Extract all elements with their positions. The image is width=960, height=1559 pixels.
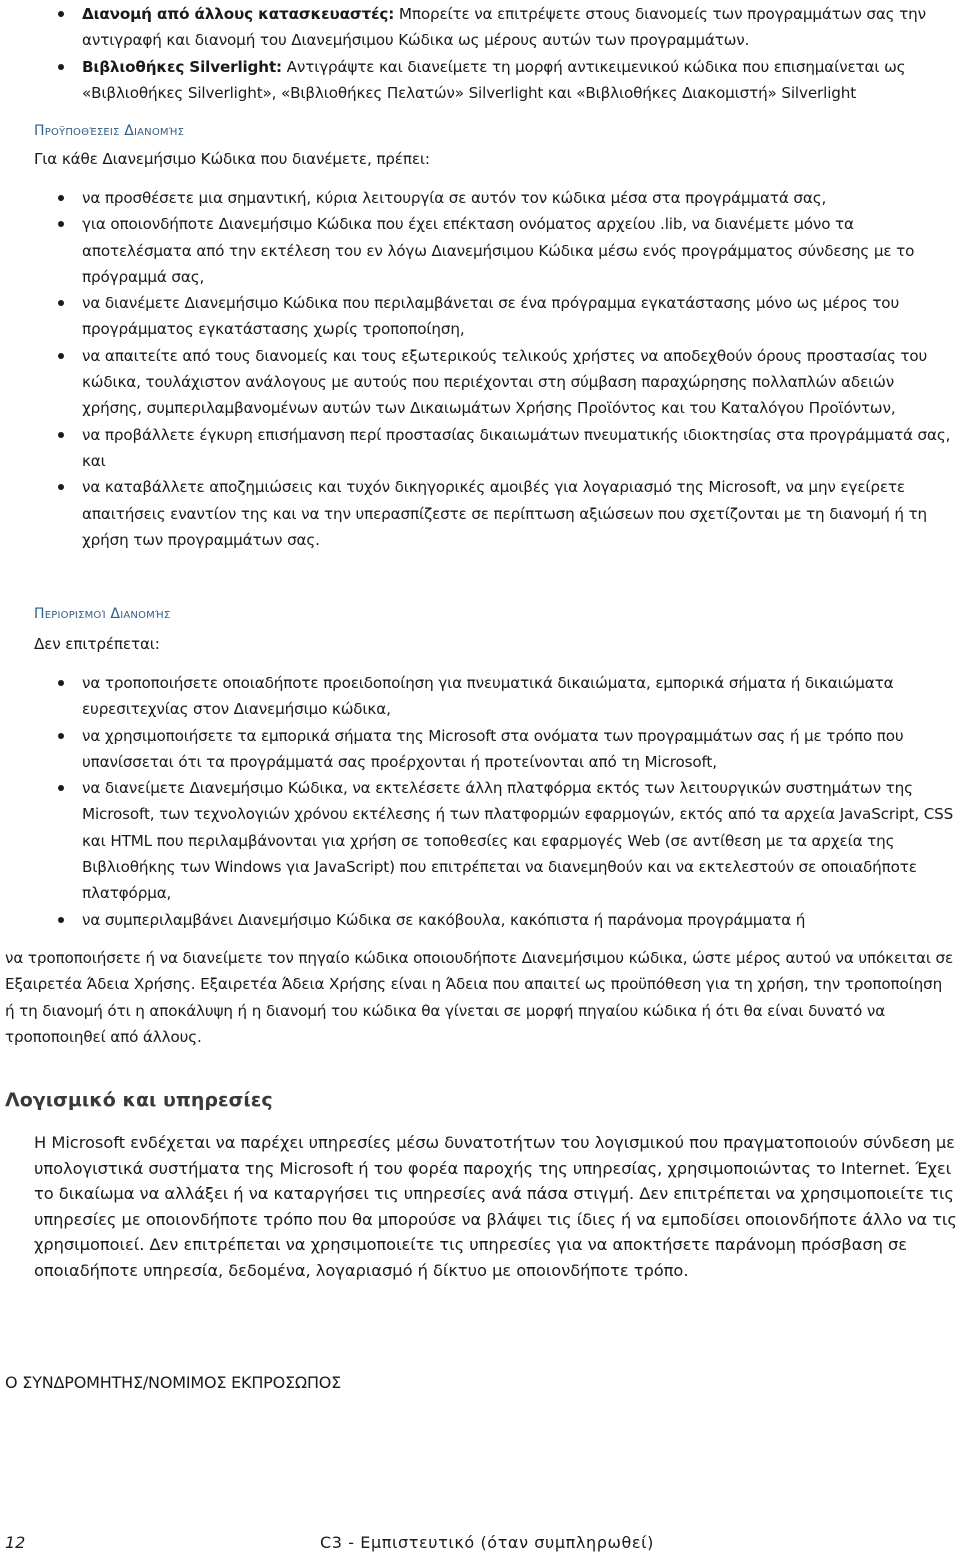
requirements-intro: Για κάθε Διανεμήσιμο Κώδικα που διανέμετε, πρέπει: (34, 150, 430, 168)
list-item: να καταβάλλετε αποζημιώσεις και τυχόν δικηγορικές αμοιβές για λογαριασμό της Microsoft, να μην εγείρετε απαιτήσεις εναντίον της και να την υπερασπίζεστε σε περίπτωση αξιώσεων που σχετίζονται με τη διανομή ή τη χρήση των προγραμμάτων σας. (82, 474, 954, 553)
list-item: να προσθέσετε μια σημαντική, κύρια λειτουργία σε αυτόν τον κώδικα μέσα στα προγράμματά σας, (82, 185, 954, 211)
list-item: να διανείμετε Διανεμήσιμο Κώδικα, να εκτελέσετε άλλη πλατφόρμα εκτός των λειτουργικών συστημάτων της Microsoft, των τεχνολογιών χρόνου εκτέλεσης ή των πλατφορμών εφαρμογών, εκτός από τα αρχεία JavaScript, CSS και HTML που περιλαμβάνονται για χρήση σε τοποθεσίες και εφαρμογές Web (σε αντίθεση με τα αρχεία της Βιβλιοθήκης των Windows για JavaScript) που επιτρέπεται να διανεμηθούν και να εκτελεστούν σε οποιαδήποτε πλατφόρμα, (82, 775, 960, 906)
bullet-text: Μπορείτε να επιτρέψετε στους διανομείς των προγραμμάτων σας την αντιγραφή και διανομή του Διανεμήσιμου Κώδικα ως μέρους αυτών των προγραμμάτων. (82, 5, 926, 50)
list-item: να χρησιμοποιήσετε τα εμπορικά σήματα της Microsoft στα ονόματα των προγραμμάτων σας ή με τρόπο που υπανίσσεται ότι τα προγράμματά σας προέρχονται ή προτείνονται από τη Microsoft, (82, 723, 960, 776)
bullet-text: Αντιγράψτε και διανείμετε τη μορφή αντικειμενικού κώδικα που επισημαίνεται ως «Βιβλιοθήκες Silverlight», «Βιβλιοθήκες Πελατών» Silverlight και «Βιβλιοθήκες Διακομιστή» Silverlight (82, 57, 906, 102)
list-item: να διανέμετε Διανεμήσιμο Κώδικα που περιλαμβάνεται σε ένα πρόγραμμα εγκατάστασης μόνο ως μέρος του προγράμματος εγκατάστασης χωρίς τροποποίηση, (82, 290, 954, 343)
page-number: 12 (5, 1533, 26, 1552)
footer-confidential: C3 - Εμπιστευτικό (όταν συμπληρωθεί) (320, 1533, 654, 1552)
distribution-rights-list (0, 1, 956, 106)
services-title: Λογισμικό και υπηρεσίες (5, 1089, 273, 1111)
list-item (82, 54, 956, 107)
bullet-term: Διανομή από άλλους κατασκευαστές: (82, 5, 395, 23)
list-item: να συμπεριλαμβάνει Διανεμήσιμο Κώδικα σε κακόβουλα, κακόπιστα ή παράνομα προγράμματα ή (82, 907, 960, 933)
bullet-term: Βιβλιοθήκες Silverlight: (82, 57, 282, 76)
requirements-list (0, 185, 954, 553)
requirements-heading: Προϋποθέσεις Διανομής (34, 123, 185, 139)
services-body: Η Microsoft ενδέχεται να παρέχει υπηρεσίες μέσω δυνατοτήτων του λογισμικού που πραγματοποιούν σύνδεση με υπολογιστικά συστήματα της Microsoft ή του φορέα παροχής της υπηρεσίας, χρησιμοποιώντας το Internet. Έχει το δικαίωμα να αλλάξει ή να καταργήσει τις υπηρεσίες ανά πάσα στιγμή. Δεν επιτρέπεται να χρησιμοποιείτε τις υπηρεσίες με οποιονδήποτε τρόπο που θα μπορούσε να βλάψει τις ίδιες ή να εμποδίσει οποιονδήποτε άλλο να τις χρησιμοποιεί. Δεν επιτρέπεται να χρησιμοποιείτε τις υπηρεσίες για να αποκτήσετε παράνομη πρόσβαση σε οποιαδήποτε υπηρεσία, δεδομένα, λογαριασμό ή δίκτυο με οποιονδήποτε τρόπο. (34, 1133, 957, 1280)
signatory-label: Ο ΣΥΝΔΡΟΜΗΤΗΣ/ΝΟΜΙΜΟΣ ΕΚΠΡΟΣΩΠΟΣ (5, 1373, 342, 1392)
limitations-list (0, 670, 960, 933)
list-item (82, 1, 956, 54)
limitations-continuation: να τροποποιήσετε ή να διανείμετε τον πηγαίο κώδικα οποιουδήποτε Διανεμήσιμου κώδικα, ώστε μέρος αυτού να υπόκειται σε Εξαιρετέα Άδεια Χρήσης. Εξαιρετέα Άδεια Χρήσης είναι η Άδεια που απαιτεί ως προϋπόθεση για τη χρήση, την τροποποίηση ή τη διανομή ότι η αποκάλυψη ή η διανομή του κώδικα θα γίνεται σε μορφή πηγαίου κώδικα ή ότι θα είναι δυνατό να τροποποιηθεί από άλλους. (5, 949, 954, 1046)
list-item: να απαιτείτε από τους διανομείς και τους εξωτερικούς τελικούς χρήστες να αποδεχθούν όρους προστασίας του κώδικα, τουλάχιστον ανάλογους με αυτούς που περιέχονται στη σύμβαση παραχώρησης πολλαπλών αδειών χρήσης, συμπεριλαμβανομένων αυτών των Δικαιωμάτων Χρήσης Προϊόντος και του Καταλόγου Προϊόντων, (82, 343, 954, 422)
limitations-intro: Δεν επιτρέπεται: (34, 635, 160, 653)
list-item: να τροποποιήσετε οποιαδήποτε προειδοποίηση για πνευματικά δικαιώματα, εμπορικά σήματα ή δικαιώματα ευρεσιτεχνίας στον Διανεμήσιμο κώδικα, (82, 670, 960, 723)
limitations-heading: Περιορισμοί Διανομής (34, 606, 171, 622)
list-item: να προβάλλετε έγκυρη επισήμανση περί προστασίας δικαιωμάτων πνευματικής ιδιοκτησίας στα προγράμματά σας, και (82, 422, 954, 475)
list-item: για οποιονδήποτε Διανεμήσιμο Κώδικα που έχει επέκταση ονόματος αρχείου .lib, να διανέμετε μόνο τα αποτελέσματα από την εκτέλεση του εν λόγω Διανεμήσιμου Κώδικα μέσω ενός προγράμματος σύνδεσης με το πρόγραμμά σας, (82, 211, 954, 290)
